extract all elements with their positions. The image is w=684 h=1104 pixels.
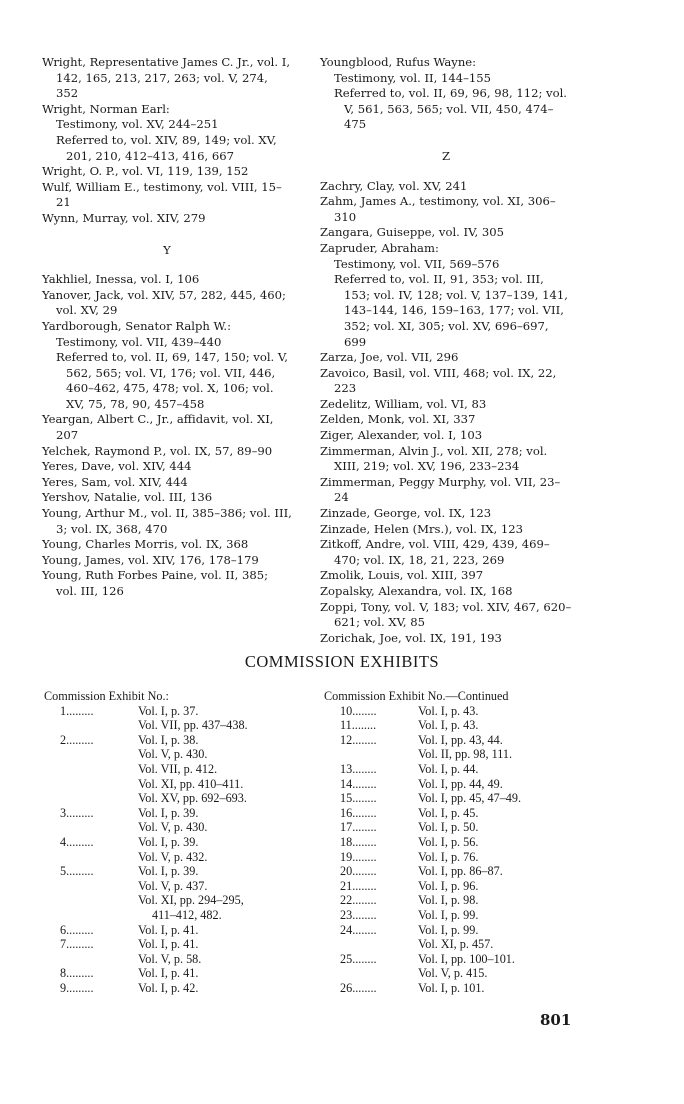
exhibit-reference: Vol. I, p. 50. — [418, 820, 479, 835]
exhibit-row — [44, 864, 304, 922]
exhibit-number: 6......... — [60, 922, 94, 937]
exhibit-number: 13........ — [340, 761, 377, 776]
exhibit-row — [324, 820, 584, 835]
exhibit-references — [418, 820, 584, 835]
exhibit-number: 15........ — [340, 791, 377, 806]
exhibit-references — [138, 981, 304, 996]
index-entry: Zinzade, Helen (Mrs.), vol. IX, 123 — [320, 521, 524, 536]
exhibit-references — [138, 923, 304, 938]
exhibit-number: 4......... — [60, 834, 94, 849]
index-entry: Yeres, Sam, vol. XIV, 444 — [42, 474, 188, 489]
index-entry: Young, James, vol. XIV, 176, 178–179 — [42, 552, 259, 567]
exhibit-row — [324, 777, 584, 792]
index-subentry: Referred to, vol. II, 69, 96, 98, 112; vol. V, 561, 563, 565; vol. VII, 450, 474–475 — [334, 86, 567, 132]
index-entry: Zorichak, Joe, vol. IX, 191, 193 — [320, 630, 502, 645]
index-subentry: Testimony, vol. VII, 569–576 — [334, 256, 500, 271]
index-entry: Zimmerman, Peggy Murphy, vol. VII, 23–24 — [320, 474, 561, 505]
exhibit-reference: Vol. I, pp. 44, 49. — [418, 776, 503, 791]
exhibit-references — [418, 893, 584, 908]
exhibit-reference: Vol. I, p. 37. — [138, 703, 199, 718]
exhibit-row — [324, 923, 584, 952]
exhibit-reference: Vol. I, pp. 43, 44. — [418, 732, 503, 747]
exhibits-column-right — [324, 689, 584, 995]
exhibit-references — [418, 923, 584, 952]
exhibit-number: 10........ — [340, 703, 377, 718]
index-entry: Zedelitz, William, vol. VI, 83 — [320, 396, 487, 411]
exhibit-references — [418, 879, 584, 894]
index-entry: Zitkoff, Andre, vol. VIII, 429, 439, 469–470; vol. IX, 18, 21, 223, 269 — [320, 537, 550, 567]
exhibit-references — [418, 777, 584, 792]
exhibit-number: 5......... — [60, 864, 94, 879]
exhibit-number: 8......... — [60, 966, 94, 981]
index-subentry: Testimony, vol. VII, 439–440 — [56, 334, 222, 349]
exhibit-reference: Vol. I, p. 45. — [418, 805, 479, 820]
exhibit-row — [324, 733, 584, 762]
index-entry: Zinzade, George, vol. IX, 123 — [320, 506, 492, 521]
exhibit-row — [324, 704, 584, 719]
exhibit-number: 16........ — [340, 805, 377, 820]
exhibit-reference: Vol. I, p. 101. — [418, 980, 485, 995]
index-subentry: Testimony, vol. II, 144–155 — [334, 70, 492, 85]
index-entry: Wright, Representative James C. Jr., vol. I, 142, 165, 213, 217, 263; vol. V, 274, 352 — [42, 55, 291, 101]
exhibit-reference: Vol. VII, p. 412. — [138, 761, 218, 776]
exhibit-rows — [44, 704, 304, 996]
exhibit-references — [138, 704, 304, 733]
index-entry: Yelchek, Raymond P., vol. IX, 57, 89–90 — [42, 443, 273, 458]
exhibits-header: Commission Exhibit No.: — [44, 689, 169, 703]
exhibit-reference: Vol. I, p. 44. — [418, 761, 479, 776]
exhibit-reference: Vol. I, p. 39. — [138, 864, 199, 879]
exhibit-references — [418, 981, 584, 996]
exhibit-row — [324, 850, 584, 865]
index-column-right — [320, 55, 572, 646]
exhibit-row — [44, 704, 304, 733]
index-column-left — [42, 55, 292, 600]
exhibit-reference: Vol. V, p. 437. — [138, 878, 208, 893]
exhibit-row — [44, 806, 304, 835]
exhibit-reference: Vol. I, pp. 45, 47–49. — [418, 791, 522, 806]
exhibit-reference: Vol. I, p. 39. — [138, 805, 199, 820]
index-entry: Youngblood, Rufus Wayne: — [320, 55, 477, 69]
exhibit-number: 2......... — [60, 732, 94, 747]
exhibit-references — [138, 806, 304, 835]
exhibit-references — [418, 718, 584, 733]
exhibit-references — [138, 966, 304, 981]
index-entry: Wynn, Murray, vol. XIV, 279 — [42, 210, 206, 225]
exhibit-row — [44, 937, 304, 966]
exhibit-number: 14........ — [340, 776, 377, 791]
exhibit-reference: Vol. VII, pp. 437–438. — [138, 718, 248, 733]
exhibit-reference: Vol. V, p. 415. — [418, 966, 488, 981]
index-letter-heading: Y — [163, 242, 171, 257]
index-entry: Zmolik, Louis, vol. XIII, 397 — [320, 568, 484, 583]
index-entry: Yardborough, Senator Ralph W.: — [42, 318, 231, 333]
exhibit-reference: Vol. I, pp. 86–87. — [418, 864, 503, 879]
exhibit-number: 19........ — [340, 849, 377, 864]
exhibit-references — [418, 733, 584, 762]
index-entry: Zoppi, Tony, vol. V, 183; vol. XIV, 467, 620–621; vol. XV, 85 — [320, 599, 572, 630]
exhibit-references — [138, 937, 304, 966]
exhibit-references — [418, 704, 584, 719]
index-entry: Wright, Norman Earl: — [42, 101, 170, 116]
exhibit-reference: Vol. I, p. 38. — [138, 732, 199, 747]
exhibit-number: 23........ — [340, 907, 377, 922]
section-heading: COMMISSION EXHIBITS — [244, 652, 440, 671]
index-entry: Young, Charles Morris, vol. IX, 368 — [42, 537, 249, 552]
exhibit-references — [418, 791, 584, 806]
exhibit-references — [418, 864, 584, 879]
exhibit-number: 7......... — [60, 937, 94, 952]
exhibit-reference: Vol. I, p. 96. — [418, 878, 479, 893]
exhibit-number: 22........ — [340, 893, 377, 908]
index-entry: Zangara, Guiseppe, vol. IV, 305 — [320, 225, 504, 240]
page-number: 801 — [540, 1011, 572, 1029]
exhibit-references — [418, 762, 584, 777]
exhibit-row — [324, 879, 584, 894]
exhibit-reference: Vol. I, p. 42. — [138, 980, 199, 995]
exhibit-reference: Vol. I, p. 41. — [138, 966, 199, 981]
exhibit-reference: Vol. I, pp. 100–101. — [418, 951, 515, 966]
index-letter-heading: Z — [441, 148, 451, 163]
exhibit-row — [44, 981, 304, 996]
exhibit-row — [324, 835, 584, 850]
index-entry: Young, Ruth Forbes Paine, vol. II, 385; vol. III, 126 — [42, 568, 268, 598]
exhibit-number: 1......... — [60, 703, 94, 718]
exhibit-number: 17........ — [340, 820, 377, 835]
exhibit-row — [324, 908, 584, 923]
index-entry: Yakhliel, Inessa, vol. I, 106 — [42, 272, 200, 287]
exhibit-reference: Vol. I, p. 76. — [418, 849, 479, 864]
exhibit-references — [138, 864, 304, 922]
exhibit-number: 24........ — [340, 922, 377, 937]
exhibit-references — [418, 952, 584, 981]
exhibits-header-continued: Commission Exhibit No.—Continued — [324, 689, 509, 703]
exhibit-reference: Vol. V, p. 430. — [138, 747, 208, 762]
exhibit-reference: 411–412, 482. — [152, 907, 222, 922]
exhibit-row — [324, 806, 584, 821]
index-entry: Yeres, Dave, vol. XIV, 444 — [42, 459, 192, 474]
index-subentry: Testimony, vol. XV, 244–251 — [56, 117, 219, 132]
exhibit-rows — [324, 704, 584, 996]
exhibit-row — [44, 923, 304, 938]
exhibit-number: 26........ — [340, 980, 377, 995]
index-entry: Wulf, William E., testimony, vol. VIII, 15–21 — [42, 179, 282, 210]
exhibit-reference: Vol. XI, pp. 294–295, — [138, 893, 244, 908]
exhibit-reference: Vol. I, p. 99. — [418, 922, 479, 937]
index-entry: Zimmerman, Alvin J., vol. XII, 278; vol. XIII, 219; vol. XV, 196, 233–234 — [320, 443, 548, 474]
exhibit-number: 20........ — [340, 864, 377, 879]
index-entry: Zahm, James A., testimony, vol. XI, 306–310 — [320, 194, 556, 224]
index-entry: Zopalsky, Alexandra, vol. IX, 168 — [320, 584, 513, 598]
index-subentry: Referred to, vol. II, 69, 147, 150; vol. V, 562, 565; vol. VI, 176; vol. VII, 446, 460–462, 475, 478; vol. X, 106; vol. XV, 75, 78, 90, 457–458 — [56, 350, 288, 411]
exhibit-references — [418, 835, 584, 850]
exhibit-row — [324, 893, 584, 908]
exhibit-reference: Vol. I, p. 41. — [138, 922, 199, 937]
index-entry: Yeargan, Albert C., Jr., affidavit, vol. XI, 207 — [42, 412, 274, 443]
exhibit-row — [44, 733, 304, 806]
index-entry: Zachry, Clay, vol. XV, 241 — [320, 178, 468, 193]
exhibit-references — [418, 850, 584, 865]
exhibit-reference: Vol. I, p. 43. — [418, 718, 479, 733]
exhibit-number: 3......... — [60, 805, 94, 820]
index-entry: Zelden, Monk, vol. XI, 337 — [320, 412, 476, 427]
exhibit-reference: Vol. V, p. 430. — [138, 820, 208, 835]
index-entry: Yanover, Jack, vol. XIV, 57, 282, 445, 460; vol. XV, 29 — [42, 287, 286, 318]
index-entry: Zapruder, Abraham: — [320, 240, 439, 255]
exhibit-number: 21........ — [340, 878, 377, 893]
index-entry: Yershov, Natalie, vol. III, 136 — [42, 490, 213, 505]
exhibit-references — [138, 733, 304, 806]
exhibit-number: 18........ — [340, 834, 377, 849]
exhibit-reference: Vol. I, p. 98. — [418, 893, 479, 908]
exhibit-row — [324, 791, 584, 806]
exhibit-reference: Vol. XV, pp. 692–693. — [138, 791, 247, 806]
exhibit-number: 25........ — [340, 951, 377, 966]
index-entry: Wright, O. P., vol. VI, 119, 139, 152 — [42, 164, 249, 179]
exhibit-reference: Vol. I, p. 99. — [418, 907, 479, 922]
exhibit-number: 12........ — [340, 732, 377, 747]
index-entry: Ziger, Alexander, vol. I, 103 — [320, 428, 483, 443]
index-subentry: Referred to, vol. II, 91, 353; vol. III, 153; vol. IV, 128; vol. V, 137–139, 141, 143–144, 146, 159–163, 177; vol. VII, 352; vol. XI, 305; vol. XV, 696–697, 699 — [334, 272, 568, 349]
index-entry: Zarza, Joe, vol. VII, 296 — [320, 350, 459, 365]
exhibit-row — [324, 952, 584, 981]
exhibit-reference: Vol. XI, pp. 410–411. — [138, 776, 244, 791]
exhibit-reference: Vol. XI, p. 457. — [418, 937, 494, 952]
exhibit-reference: Vol. I, p. 43. — [418, 703, 479, 718]
exhibit-reference: Vol. V, p. 432. — [138, 849, 208, 864]
exhibit-number: 9......... — [60, 980, 94, 995]
exhibit-references — [418, 908, 584, 923]
exhibit-row — [44, 835, 304, 864]
exhibits-column-left — [44, 689, 304, 995]
exhibit-row — [324, 864, 584, 879]
exhibit-row — [324, 981, 584, 996]
exhibit-number: 11........ — [340, 718, 377, 733]
exhibit-reference: Vol. II, pp. 98, 111. — [418, 747, 512, 762]
exhibit-row — [324, 718, 584, 733]
exhibit-references — [138, 835, 304, 864]
exhibit-row — [324, 762, 584, 777]
exhibit-reference: Vol. I, p. 56. — [418, 834, 479, 849]
exhibit-reference: Vol. V, p. 58. — [138, 951, 202, 966]
exhibit-reference: Vol. I, p. 39. — [138, 834, 199, 849]
index-entry: Young, Arthur M., vol. II, 385–386; vol. III, 3; vol. IX, 368, 470 — [42, 506, 292, 536]
exhibit-references — [418, 806, 584, 821]
exhibit-reference: Vol. I, p. 41. — [138, 937, 199, 952]
index-entry: Zavoico, Basil, vol. VIII, 468; vol. IX, 22, 223 — [320, 365, 557, 396]
exhibit-row — [44, 966, 304, 981]
index-subentry: Referred to, vol. XIV, 89, 149; vol. XV, 201, 210, 412–413, 416, 667 — [56, 132, 277, 163]
